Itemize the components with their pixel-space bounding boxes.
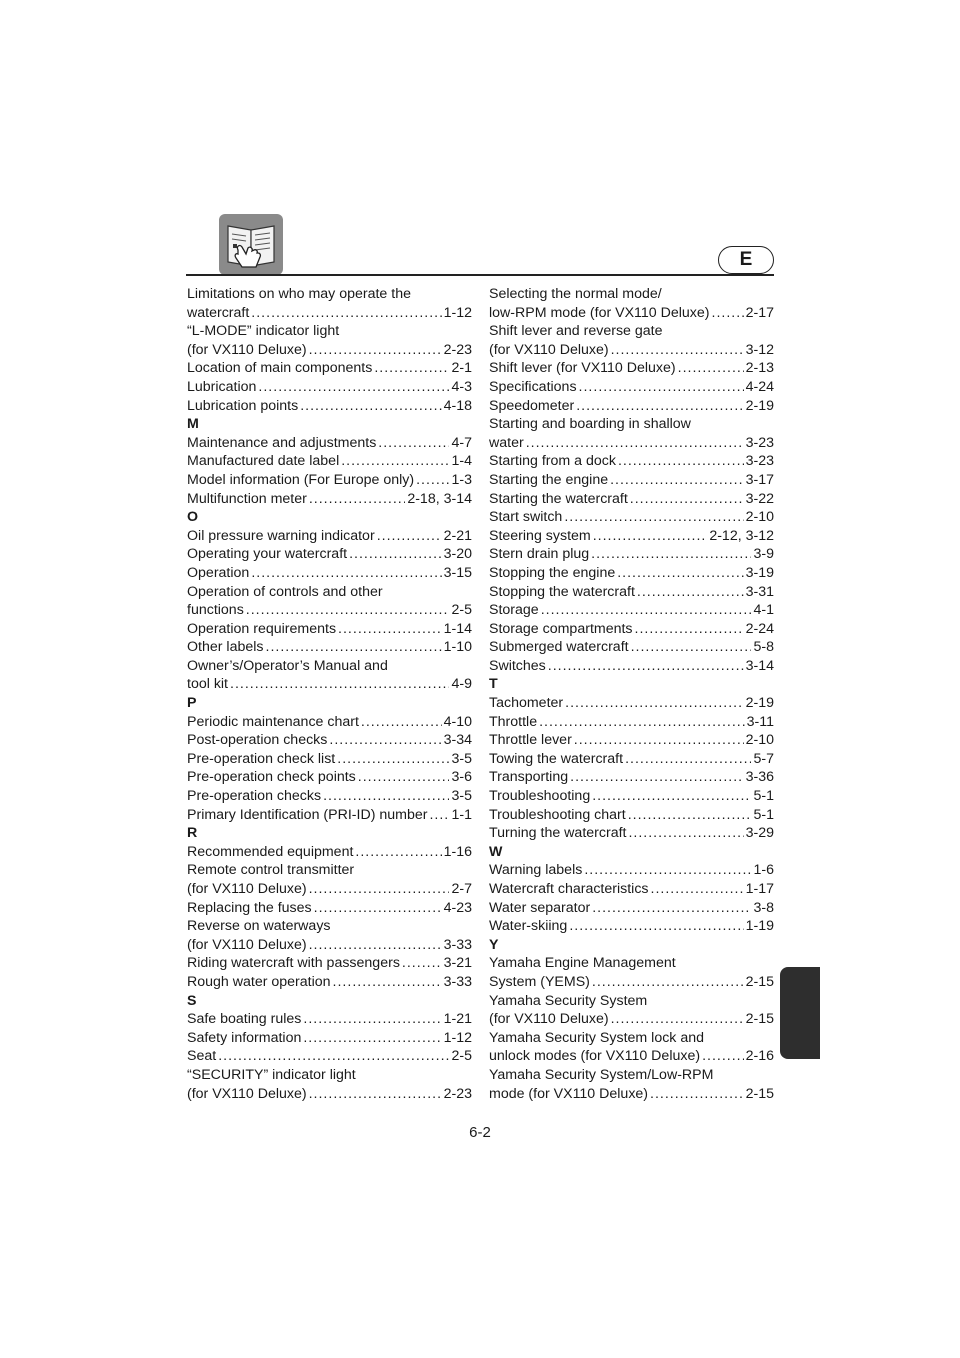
dot-leader	[333, 973, 442, 992]
index-page-ref: 3-33	[443, 973, 472, 990]
index-entry-text: Selecting the normal mode/	[489, 286, 662, 302]
header-rule	[186, 274, 774, 276]
index-entry-text: Storage	[489, 602, 539, 619]
index-entry	[187, 806, 472, 825]
index-page-ref: 1-3	[451, 471, 472, 488]
index-entry-text: (for VX110 Deluxe)	[187, 881, 307, 897]
index-entry	[489, 1029, 774, 1066]
index-page-ref: 3-6	[451, 769, 472, 786]
index-page-ref: 5-1	[753, 806, 774, 823]
dot-leader	[702, 1047, 744, 1066]
index-entry-text: Other labels	[187, 639, 264, 656]
dot-leader	[266, 638, 442, 657]
dot-leader	[329, 731, 441, 750]
dot-leader	[258, 378, 449, 397]
index-entry-text: functions	[187, 602, 244, 619]
index-entry-text: Lubrication	[187, 378, 257, 395]
index-entry	[187, 378, 472, 397]
dot-leader	[611, 1010, 744, 1029]
index-entry-text: (for VX110 Deluxe)	[489, 1011, 609, 1028]
dot-leader	[576, 397, 743, 416]
dot-leader	[548, 657, 744, 676]
index-entry-text: Model information (For Europe only)	[187, 471, 415, 488]
dot-leader	[309, 490, 405, 509]
index-entry	[187, 359, 472, 378]
index-entry	[489, 768, 774, 787]
index-entry	[489, 880, 774, 899]
index-entry	[489, 954, 774, 991]
dot-leader	[628, 824, 743, 843]
index-page-ref: 3-21	[443, 955, 472, 972]
index-page-ref: 3-15	[443, 564, 472, 581]
dot-leader	[218, 1047, 449, 1066]
index-page-ref: 2-19	[745, 397, 774, 414]
index-entry-text: Specifications	[489, 378, 577, 395]
index-page-ref: 4-9	[451, 676, 472, 693]
index-entry-text: Stopping the watercraft	[489, 583, 635, 600]
index-entry-text: Speedometer	[489, 397, 575, 414]
dot-leader	[378, 434, 449, 453]
dot-leader	[650, 1085, 744, 1104]
index-entry-text: Troubleshooting	[489, 788, 591, 805]
manual-hand-icon	[219, 214, 283, 275]
dot-leader	[338, 620, 442, 639]
dot-leader	[593, 527, 708, 546]
index-page-ref: 1-14	[443, 620, 472, 637]
index-entry	[489, 917, 774, 936]
index-entry-text: Shift lever (for VX110 Deluxe)	[489, 360, 676, 377]
index-entry	[187, 861, 472, 898]
dot-leader	[361, 713, 442, 732]
index-entry	[187, 434, 472, 453]
index-entry-text: Water separator	[489, 899, 591, 916]
index-entry	[489, 415, 774, 452]
index-entry	[187, 1066, 472, 1103]
index-entry-text: Reverse on waterways	[187, 918, 331, 935]
index-page-ref: 4-23	[443, 899, 472, 916]
index-entry-text: (for VX110 Deluxe)	[187, 936, 307, 953]
index-entry	[187, 787, 472, 806]
dot-leader	[341, 452, 449, 471]
dot-leader	[251, 304, 441, 323]
index-page-ref: 3-36	[745, 769, 774, 786]
index-column-right	[489, 285, 774, 1103]
dot-leader	[402, 954, 442, 973]
index-entry-text: Lubrication points	[187, 397, 299, 414]
index-entry-text: Switches	[489, 657, 546, 674]
index-entry	[187, 713, 472, 732]
dot-leader	[303, 1010, 441, 1029]
index-entry-text: Troubleshooting chart	[489, 806, 626, 823]
index-page-ref: 3-22	[745, 490, 774, 507]
index-page-ref: 5-7	[753, 750, 774, 767]
index-entry	[187, 564, 472, 583]
index-entry-text: System (YEMS)	[489, 973, 590, 990]
index-page-ref: 1-4	[451, 453, 472, 470]
dot-leader	[678, 359, 744, 378]
index-letter-heading: P	[187, 695, 197, 712]
dot-leader	[300, 397, 441, 416]
index-entry	[489, 378, 774, 397]
index-entry	[489, 601, 774, 620]
index-entry-text: Post-operation checks	[187, 732, 328, 749]
index-page-ref: 3-23	[745, 453, 774, 470]
dot-leader	[570, 768, 743, 787]
index-entry	[489, 787, 774, 806]
index-page-ref: 3-29	[745, 825, 774, 842]
index-entry-text: Stern drain plug	[489, 546, 590, 563]
index-page-ref: 2-23	[443, 1085, 472, 1102]
dot-leader	[374, 359, 449, 378]
index-entry-text: Warning labels	[489, 862, 583, 879]
index-page-ref: 2-17	[745, 304, 774, 321]
index-page-ref: 3-23	[745, 434, 774, 451]
index-page-ref: 3-34	[443, 732, 472, 749]
index-page-ref: 2-10	[745, 509, 774, 526]
index-entry	[489, 564, 774, 583]
index-page-ref: 2-15	[745, 1085, 774, 1102]
index-entry	[489, 527, 774, 546]
index-entry	[489, 731, 774, 750]
index-entry-text: Start switch	[489, 509, 563, 526]
index-entry-text: Operation	[187, 564, 250, 581]
index-entry	[489, 285, 774, 322]
index-entry	[489, 750, 774, 769]
index-entry	[187, 620, 472, 639]
index-entry	[489, 452, 774, 471]
index-page-ref: 3-5	[451, 788, 472, 805]
index-entry	[187, 1047, 472, 1066]
dot-leader	[526, 434, 744, 453]
index-entry	[187, 973, 472, 992]
index-entry	[489, 694, 774, 713]
index-entry	[187, 527, 472, 546]
index-entry-text: Pre-operation check list	[187, 750, 336, 767]
index-entry-text: Starting from a dock	[489, 453, 616, 470]
index-page-ref: 1-19	[745, 918, 774, 935]
index-page-ref: 2-13	[745, 360, 774, 377]
index-entry-text: Operating your watercraft	[187, 546, 348, 563]
index-entry-text: Seat	[187, 1048, 217, 1065]
index-page-ref: 3-9	[753, 546, 774, 563]
index-page-ref: 2-15	[745, 973, 774, 990]
index-entry	[187, 452, 472, 471]
index-page-ref: 5-8	[753, 639, 774, 656]
dot-leader	[303, 1029, 441, 1048]
dot-leader	[337, 750, 449, 769]
index-entry	[489, 490, 774, 509]
index-page-ref: 4-24	[745, 378, 774, 395]
index-letter-heading: T	[489, 676, 498, 693]
index-entry-text: watercraft	[187, 304, 250, 321]
index-letter-heading: Y	[489, 936, 499, 953]
index-entry-text: Yamaha Engine Management	[489, 955, 676, 972]
index-entry-text: Manufactured date label	[187, 453, 340, 470]
index-entry-text: Owner’s/Operator’s Manual and	[187, 657, 388, 674]
dot-leader	[617, 564, 743, 583]
index-letter-heading: M	[187, 416, 199, 433]
index-letter-heading: O	[187, 509, 199, 526]
dot-leader	[349, 545, 442, 564]
index-page-ref: 3-33	[443, 936, 472, 953]
index-page-ref: 2-24	[745, 620, 774, 637]
index-entry-text: Transporting	[489, 769, 569, 786]
index-entry-text: Steering system	[489, 527, 591, 544]
index-entry	[489, 861, 774, 880]
index-entry	[489, 992, 774, 1029]
dot-leader	[246, 601, 450, 620]
index-entry-text: Operation of controls and other	[187, 583, 383, 600]
index-entry-text: Shift lever and reverse gate	[489, 323, 663, 340]
index-page-ref: 2-21	[443, 527, 472, 544]
index-entry	[489, 638, 774, 657]
index-page-ref: 1-21	[443, 1011, 472, 1028]
dot-leader	[574, 731, 744, 750]
index-entry-text: Yamaha Security System/Low-RPM	[489, 1066, 714, 1083]
index-entry	[187, 843, 472, 862]
index-entry-text: tool kit	[187, 676, 229, 693]
index-entry-text: Maintenance and adjustments	[187, 434, 377, 451]
index-entry	[187, 545, 472, 564]
dot-leader	[323, 787, 449, 806]
dot-leader	[564, 508, 743, 527]
index-entry	[489, 1066, 774, 1103]
index-entry-text: Starting and boarding in shallow	[489, 416, 691, 433]
dot-leader	[584, 861, 751, 880]
index-page-ref: 3-31	[745, 583, 774, 600]
dot-leader	[637, 583, 744, 602]
dot-leader	[579, 378, 744, 397]
index-entry-text: Primary Identification (PRI-ID) number	[187, 806, 428, 823]
dot-leader	[592, 899, 751, 918]
index-entry-text: Safety information	[187, 1029, 302, 1046]
dot-leader	[712, 304, 744, 323]
index-page-ref: 2-5	[451, 602, 472, 619]
index-entry-text: Throttle	[489, 713, 538, 730]
index-entry	[187, 917, 472, 954]
index-entry-text: unlock modes (for VX110 Deluxe)	[489, 1048, 701, 1065]
index-entry	[489, 322, 774, 359]
index-entry	[489, 806, 774, 825]
index-entry-text: Pre-operation check points	[187, 769, 356, 786]
index-page-ref: 2-7	[451, 881, 472, 897]
index-entry	[187, 768, 472, 787]
index-page-ref: 1-12	[443, 304, 472, 321]
index-entry-text: Multifunction meter	[187, 490, 307, 507]
index-page-ref: 4-7	[451, 434, 472, 451]
index-entry-text: Yamaha Security System	[489, 992, 648, 1009]
index-entry	[187, 583, 472, 620]
index-entry	[187, 731, 472, 750]
index-entry-text: Yamaha Security System lock and	[489, 1029, 705, 1046]
index-page-ref: 3-14	[745, 657, 774, 674]
dot-leader	[309, 936, 442, 955]
index-page-ref: 4-3	[451, 378, 472, 395]
index-page-ref: 2-12, 3-12	[709, 527, 774, 544]
index-page-ref: 3-11	[746, 713, 774, 730]
dot-leader	[625, 750, 751, 769]
index-entry	[489, 899, 774, 918]
index-entry-text: Stopping the engine	[489, 564, 616, 581]
index-entry-text: Towing the watercraft	[489, 750, 624, 767]
index-entry-text: low-RPM mode (for VX110 Deluxe)	[489, 304, 710, 321]
dot-leader	[565, 694, 743, 713]
dot-leader	[591, 545, 751, 564]
index-entry	[187, 471, 472, 490]
index-page-ref: 2-10	[745, 732, 774, 749]
index-page-ref: 1-1	[451, 806, 472, 823]
index-entry-text: Oil pressure warning indicator	[187, 527, 375, 544]
index-entry	[187, 657, 472, 694]
dot-leader	[358, 768, 450, 787]
dot-leader	[541, 601, 752, 620]
index-entry-text: Throttle lever	[489, 732, 572, 749]
index-page-ref: 2-5	[451, 1048, 472, 1065]
dot-leader	[377, 527, 442, 546]
index-page-ref: 4-10	[443, 713, 472, 730]
chapter-side-tab	[780, 967, 820, 1059]
dot-leader	[539, 713, 745, 732]
language-badge: E	[718, 246, 774, 274]
index-entry	[489, 545, 774, 564]
index-page-ref: 3-20	[443, 546, 472, 563]
index-entry-text: Storage compartments	[489, 620, 633, 637]
dot-leader	[230, 675, 449, 694]
dot-leader	[416, 471, 449, 490]
dot-leader	[651, 880, 744, 899]
index-entry-text: water	[489, 434, 524, 451]
index-entry-text: Riding watercraft with passengers	[187, 955, 400, 972]
dot-leader	[610, 471, 743, 490]
index-entry-text: Safe boating rules	[187, 1011, 302, 1028]
index-entry	[187, 1010, 472, 1029]
index-entry-text: Rough water operation	[187, 973, 331, 990]
page-number: 6-2	[469, 1124, 491, 1141]
index-entry	[489, 397, 774, 416]
index-page-ref: 1-12	[443, 1029, 472, 1046]
index-entry-text: Water-skiing	[489, 918, 568, 935]
dot-leader	[628, 806, 752, 825]
index-entry-text: Turning the watercraft	[489, 825, 627, 842]
index-entry-text: Submerged watercraft	[489, 639, 629, 656]
index-entry-text: Starting the engine	[489, 471, 609, 488]
index-entry-text: Tachometer	[489, 695, 564, 712]
index-entry-text: Location of main components	[187, 360, 373, 377]
index-entry-text: Limitations on who may operate the	[187, 286, 411, 302]
dot-leader	[355, 843, 441, 862]
dot-leader	[631, 638, 752, 657]
index-entry-text: mode (for VX110 Deluxe)	[489, 1085, 649, 1102]
index-page-ref: 2-23	[443, 341, 472, 358]
dot-leader	[309, 1085, 442, 1104]
index-entry	[489, 508, 774, 527]
index-letter-heading: W	[489, 843, 503, 860]
index-entry	[187, 899, 472, 918]
index-entry-text: (for VX110 Deluxe)	[187, 1085, 307, 1102]
index-entry	[489, 824, 774, 843]
index-entry-text: Recommended equipment	[187, 843, 354, 860]
index-letter-heading: R	[187, 825, 198, 842]
index-entry	[187, 750, 472, 769]
index-entry-text: “L-MODE” indicator light	[187, 323, 340, 340]
dot-leader	[592, 787, 751, 806]
dot-leader	[611, 341, 744, 360]
index-entry-text: Pre-operation checks	[187, 788, 322, 805]
index-page-ref: 4-1	[753, 602, 774, 619]
index-entry-text: Periodic maintenance chart	[187, 713, 359, 730]
index-entry-text: (for VX110 Deluxe)	[489, 341, 609, 358]
index-entry	[187, 285, 472, 322]
index-entry	[187, 322, 472, 359]
index-entry-text: Replacing the fuses	[187, 899, 312, 916]
index-page-ref: 2-18, 3-14	[407, 490, 472, 507]
index-entry-text: Starting the watercraft	[489, 490, 628, 507]
index-page-ref: 2-1	[451, 360, 472, 377]
index-page-ref: 2-15	[745, 1011, 774, 1028]
dot-leader	[630, 490, 744, 509]
dot-leader	[429, 806, 449, 825]
index-entry-text: (for VX110 Deluxe)	[187, 341, 307, 358]
index-entry-text: Remote control transmitter	[187, 862, 355, 879]
index-page-ref: 1-6	[753, 862, 774, 879]
index-entry	[489, 657, 774, 676]
dot-leader	[314, 899, 442, 918]
index-page-ref: 1-16	[443, 843, 472, 860]
dot-leader	[618, 452, 744, 471]
dot-leader	[592, 973, 744, 992]
index-page-ref: 1-10	[443, 639, 472, 656]
index-entry	[489, 620, 774, 639]
index-page-ref: 3-12	[745, 341, 774, 358]
index-page-ref: 2-16	[745, 1048, 774, 1065]
index-page-ref: 5-1	[753, 788, 774, 805]
dot-leader	[309, 341, 442, 360]
index-page-ref: 4-18	[443, 397, 472, 414]
index-page-ref: 3-19	[745, 564, 774, 581]
index-page-ref: 3-5	[451, 750, 472, 767]
index-entry-text: Operation requirements	[187, 620, 337, 637]
dot-leader	[251, 564, 441, 583]
index-page-ref: 3-17	[745, 471, 774, 488]
index-entry	[187, 397, 472, 416]
index-page-ref: 3-8	[753, 899, 774, 916]
dot-leader	[569, 917, 743, 936]
index-page-ref: 2-19	[745, 695, 774, 712]
index-entry-text: Watercraft characteristics	[489, 881, 649, 897]
index-entry	[187, 638, 472, 657]
index-letter-heading: S	[187, 992, 197, 1009]
dot-leader	[635, 620, 744, 639]
index-entry	[489, 713, 774, 732]
index-entry-text: “SECURITY” indicator light	[187, 1066, 356, 1083]
index-column-left	[187, 285, 472, 1103]
index-entry	[187, 490, 472, 509]
index-entry	[489, 359, 774, 378]
dot-leader	[309, 880, 450, 899]
index-entry	[489, 583, 774, 602]
index-page-ref: 1-17	[745, 881, 774, 897]
index-entry	[187, 1029, 472, 1048]
index-entry	[489, 471, 774, 490]
index-entry	[187, 954, 472, 973]
